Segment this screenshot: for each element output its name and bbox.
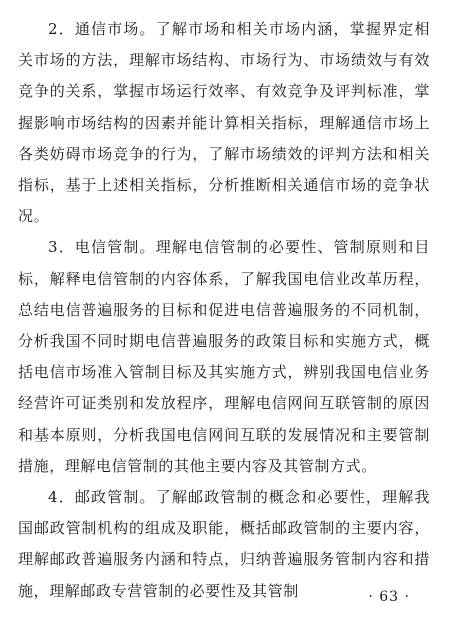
- paragraph-telecom-regulation: [18, 232, 430, 482]
- paragraph-text: 4．邮政管制。了解邮政管制的概念和必要性，理解我国邮政管制机构的组成及职能，概括邮政管制的主要内容，理解邮政普遍服务内涵和特点，归纳普遍服务管制内容和措施，理解邮政专营管制的必要性及其管制: [18, 488, 430, 600]
- document-page: [18, 14, 430, 607]
- paragraph-telecom-market: [18, 14, 430, 232]
- paragraph-text: 3．电信管制。理解电信管制的必要性、管制原则和目标，解释电信管制的内容体系，了解我国电信业改革历程，总结电信普遍服务的目标和促进电信普遍服务的不同机制，分析我国不同时期电信普遍服务的政策目标和实施方式，概括电信市场准入管制目标及其实施方式，辨别我国电信业务经营许可证类别和发放程序，理解电信网间互联管制的原因和基本原则，分析我国电信网间互联的发展情况和主要管制措施，理解电信管制的其他主要内容及其管制方式。: [18, 238, 430, 475]
- page-number: · 63 ·: [368, 589, 410, 605]
- paragraph-text: 2．通信市场。了解市场和相关市场内涵，掌握界定相关市场的方法，理解市场结构、市场行为、市场绩效与有效竞争的关系，掌握市场运行效率、有效竞争及评判标准，掌握影响市场结构的因素并能计算相关指标，理解通信市场上各类妨碍市场竞争的行为，了解市场绩效的评判方法和相关指标，基于上述相关指标，分析推断相关通信市场的竞争状况。: [18, 20, 430, 226]
